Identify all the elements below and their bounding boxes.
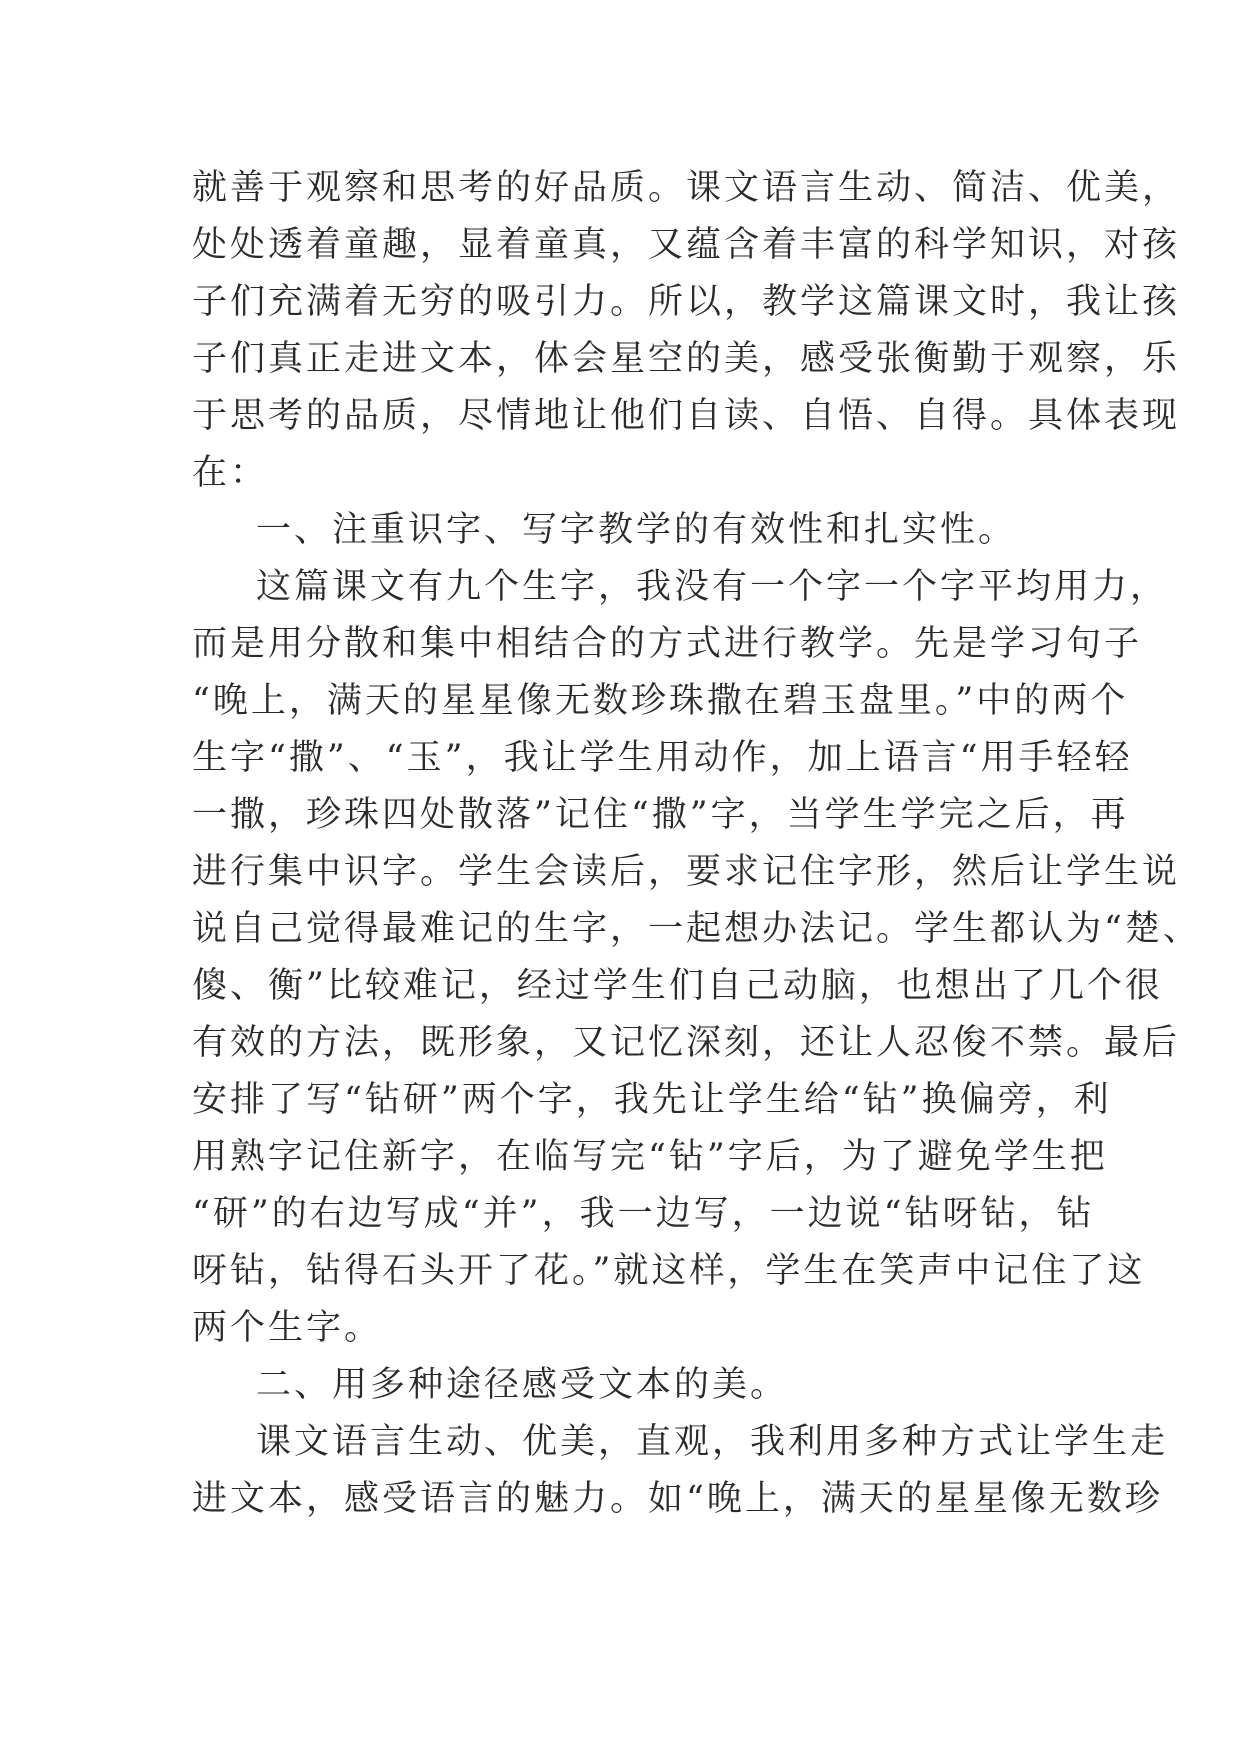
text-line: 子们真正走进文本，体会星空的美，感受张衡勤于观察，乐 bbox=[192, 339, 1181, 379]
text-line: 进行集中识字。学生会读后，要求记住字形，然后让学生说 bbox=[192, 852, 1181, 892]
text-line: 安排了写“钻研”两个字，我先让学生给“钻”换偏旁，利 bbox=[192, 1080, 1112, 1120]
text-line: 而是用分散和集中相结合的方式进行教学。先是学习句子 bbox=[192, 624, 1143, 664]
text-line: 进文本，感受语言的魅力。如“晚上，满天的星星像无数珍 bbox=[192, 1479, 1163, 1519]
paragraph-start: 课文语言生动、优美，直观，我利用多种方式让学生走 bbox=[256, 1422, 1169, 1462]
text-line: 傻、衡”比较难记，经过学生们自己动脑，也想出了几个很 bbox=[192, 966, 1163, 1006]
section-heading-2: 二、用多种途径感受文本的美。 bbox=[256, 1365, 789, 1405]
document-body bbox=[192, 160, 1201, 1528]
text-line: 用熟字记住新字，在临写完“钻”字后，为了避免学生把 bbox=[192, 1137, 1108, 1177]
text-line: “研”的右边写成“并”，我一边写，一边说“钻呀钻，钻 bbox=[192, 1194, 1095, 1234]
text-line: 于思考的品质，尽情地让他们自读、自悟、自得。具体表现 bbox=[192, 396, 1181, 436]
text-line: 在： bbox=[192, 453, 269, 493]
text-line: 就善于观察和思考的好品质。课文语言生动、简洁、优美， bbox=[192, 168, 1181, 208]
text-line: “晚上，满天的星星像无数珍珠撒在碧玉盘里。”中的两个 bbox=[192, 681, 1129, 721]
text-line: 处处透着童趣，显着童真，又蕴含着丰富的科学知识，对孩 bbox=[192, 225, 1181, 265]
text-line: 两个生字。 bbox=[192, 1308, 383, 1348]
text-line: 子们充满着无穷的吸引力。所以，教学这篇课文时，我让孩 bbox=[192, 282, 1181, 322]
paragraph-start: 这篇课文有九个生字，我没有一个字一个字平均用力， bbox=[256, 567, 1169, 607]
section-heading-1: 一、注重识字、写字教学的有效性和扎实性。 bbox=[256, 510, 1017, 550]
text-line: 说自己觉得最难记的生字，一起想办法记。学生都认为“楚、 bbox=[192, 909, 1201, 949]
text-line: 有效的方法，既形象，又记忆深刻，还让人忍俊不禁。最后 bbox=[192, 1023, 1181, 1063]
text-line: 一撒，珍珠四处散落”记住“撒”字，当学生学完之后，再 bbox=[192, 795, 1129, 835]
text-line: 生字“撒”、“玉”，我让学生用动作，加上语言“用手轻轻 bbox=[192, 738, 1133, 778]
text-line: 呀钻，钻得石头开了花。”就这样，学生在笑声中记住了这 bbox=[192, 1251, 1146, 1291]
